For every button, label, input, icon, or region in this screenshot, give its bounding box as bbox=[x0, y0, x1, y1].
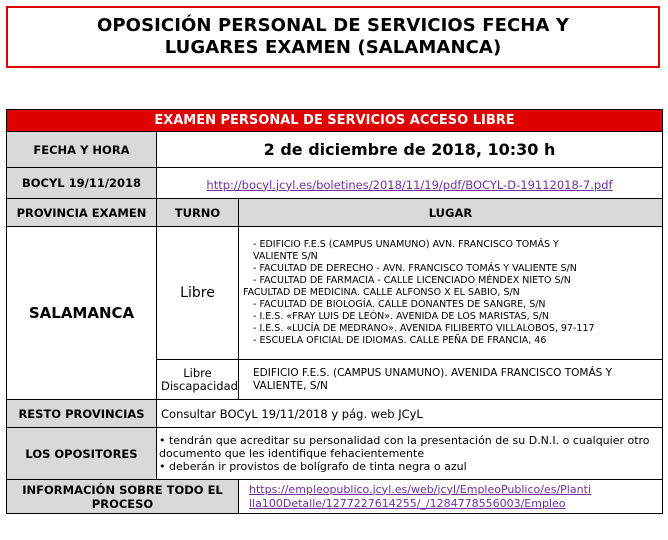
bocyl-row bbox=[7, 168, 663, 199]
turno-discapacidad bbox=[157, 360, 239, 400]
provincia-value: SALAMANCA bbox=[7, 227, 157, 400]
list-item: • tendrán que acreditar su personalidad con la presentación de su D.N.I. o cualquier otro documento que les identifique fehacientemente bbox=[159, 434, 650, 460]
bocyl-link[interactable]: http://bocyl.jcyl.es/boletines/2018/11/19/pdf/BOCYL-D-19112018-7.pdf bbox=[206, 177, 613, 192]
resto-value: Consultar BOCyL 19/11/2018 y pág. web JCyL bbox=[157, 400, 663, 428]
resto-row bbox=[7, 400, 663, 428]
opositores-list bbox=[157, 428, 663, 480]
bocyl-cell bbox=[157, 168, 663, 199]
info-label: INFORMACIÓN SOBRE TODO EL PROCESO bbox=[7, 480, 239, 514]
list-item: - I.E.S. «LUCÍA DE MEDRANO». AVENIDA FILIBERTO VILLALOBOS, 97-117 bbox=[253, 323, 595, 334]
lugar-discapacidad: EDIFICIO F.E.S. (CAMPUS UNAMUNO). AVENIDA FRANCISCO TOMÁS Y VALIENTE, S/N bbox=[239, 360, 663, 400]
salamanca-libre-row bbox=[7, 227, 663, 360]
info-link-line2: lla100Detalle/1277227614255/_/1284778556003/Empleo bbox=[249, 496, 566, 510]
turno-disc-line1: Libre bbox=[183, 365, 212, 380]
turno-libre: Libre bbox=[157, 227, 239, 360]
list-item: VALIENTE S/N bbox=[253, 251, 318, 262]
list-item: - FACULTAD DE BIOLOGÍA. CALLE DONANTES DE SANGRE, S/N bbox=[253, 299, 546, 310]
resto-label: RESTO PROVINCIAS bbox=[7, 400, 157, 428]
info-link-line1: https://empleopublico.jcyl.es/web/jcyl/EmpleoPublico/es/Planti bbox=[249, 482, 591, 496]
col-lugar: LUGAR bbox=[239, 199, 663, 227]
list-item: • deberán ir provistos de bolígrafo de tinta negra o azul bbox=[159, 460, 467, 473]
list-item: - FACULTAD DE FARMACIA - CALLE LICENCIADO MÉNDEX NIETO S/N bbox=[253, 275, 571, 286]
list-item: - ESCUELA OFICIAL DE IDIOMAS. CALLE PEÑA DE FRANCIA, 46 bbox=[253, 335, 547, 346]
list-item: - EDIFICIO F.E.S (CAMPUS UNAMUNO) AVN. FRANCISCO TOMÁS Y bbox=[253, 239, 559, 250]
fecha-value: 2 de diciembre de 2018, 10:30 h bbox=[157, 132, 663, 168]
lugar-libre-list bbox=[239, 227, 663, 360]
page-title-line2: LUGARES EXAMEN (SALAMANCA) bbox=[164, 37, 502, 58]
info-row bbox=[7, 480, 663, 514]
list-item: - I.E.S. «FRAY LUIS DE LEÓN». AVENIDA DE LOS MARISTAS, S/N bbox=[253, 311, 550, 322]
col-provincia: PROVINCIA EXAMEN bbox=[7, 199, 157, 227]
opositores-label: LOS OPOSITORES bbox=[7, 428, 157, 480]
table-header: EXAMEN PERSONAL DE SERVICIOS ACCESO LIBRE bbox=[7, 110, 663, 132]
info-link-cell bbox=[239, 480, 663, 514]
column-header-row bbox=[7, 199, 663, 227]
list-item: - FACULTAD DE DERECHO - AVN. FRANCISCO TOMÁS Y VALIENTE S/N bbox=[253, 263, 577, 274]
page-title-line1: OPOSICIÓN PERSONAL DE SERVICIOS FECHA Y bbox=[96, 15, 570, 36]
table-header-row bbox=[7, 110, 663, 132]
list-item: FACULTAD DE MEDICINA. CALLE ALFONSO X EL SABIO, S/N bbox=[243, 287, 520, 298]
turno-disc-line2: Discapacidad bbox=[161, 378, 238, 393]
opositores-row bbox=[7, 428, 663, 480]
page-title-box bbox=[6, 6, 660, 68]
fecha-row bbox=[7, 132, 663, 168]
exam-info-table bbox=[6, 109, 663, 514]
col-turno: TURNO bbox=[157, 199, 239, 227]
info-link[interactable] bbox=[249, 483, 591, 510]
bocyl-label: BOCYL 19/11/2018 bbox=[7, 168, 157, 199]
fecha-label: FECHA Y HORA bbox=[7, 132, 157, 168]
